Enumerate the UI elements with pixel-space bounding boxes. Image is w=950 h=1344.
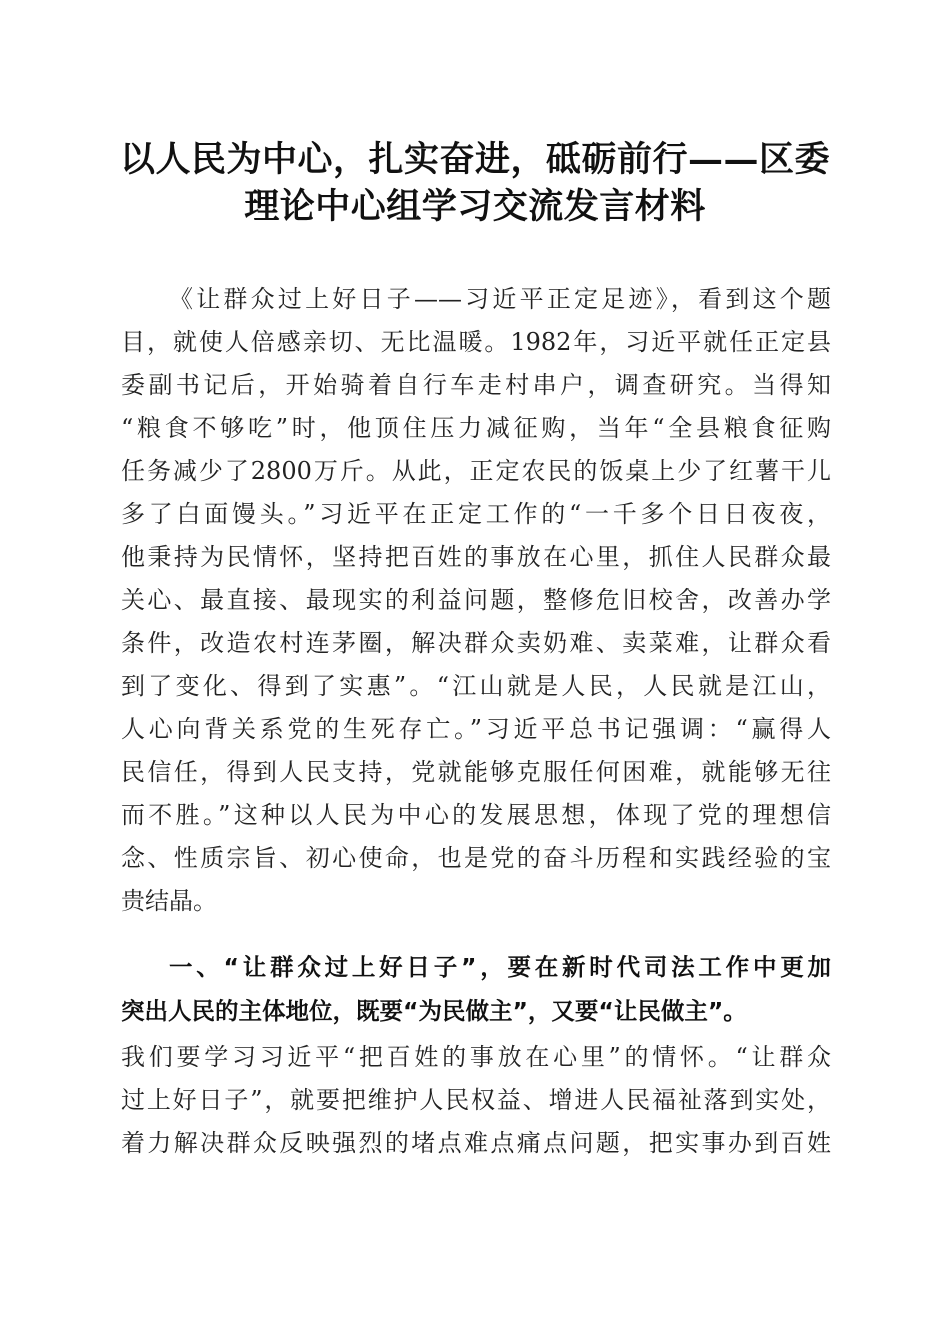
paragraph-line: 关心、最直接、最现实的利益问题，整修危旧校舍，改善办学 — [121, 586, 831, 614]
paragraph-line: 贵结晶。 — [121, 887, 217, 915]
paragraph-line: 《让群众过上好日子——习近平正定足迹》，看到这个题 — [169, 285, 831, 313]
title-line: 理论中心组学习交流发言材料 — [244, 186, 706, 227]
paragraph-line: 着力解决群众反映强烈的堵点难点痛点问题，把实事办到百姓 — [121, 1129, 831, 1157]
paragraph-line: 过上好日子”，就要把维护人民权益、增进人民福祉落到实处， — [121, 1086, 831, 1114]
paragraph-line: 我们要学习习近平“把百姓的事放在心里”的情怀。“让群众 — [121, 1043, 831, 1071]
paragraph-line: “粮食不够吃”时，他顶住压力减征购，当年“全县粮食征购 — [121, 414, 831, 442]
paragraph-line: 任务减少了2800万斤。从此，正定农民的饭桌上少了红薯干儿 — [121, 457, 831, 485]
paragraph-line: 委副书记后，开始骑着自行车走村串户，调查研究。当得知 — [121, 371, 831, 399]
paragraph-line: 民信任，得到人民支持，党就能够克服任何困难，就能够无往 — [121, 758, 831, 786]
paragraph-line: 而不胜。”这种以人民为中心的发展思想，体现了党的理想信 — [121, 801, 831, 829]
paragraph-line: 到了变化、得到了实惠”。“江山就是人民，人民就是江山， — [121, 672, 831, 700]
section-heading-line: 一、“让群众过上好日子”，要在新时代司法工作中更加 — [169, 953, 831, 981]
paragraph-line: 条件，改造农村连茅圈，解决群众卖奶难、卖菜难，让群众看 — [121, 629, 831, 657]
paragraph-line: 人心向背关系党的生死存亡。”习近平总书记强调：“赢得人 — [121, 715, 831, 743]
paragraph-line: 目，就使人倍感亲切、无比温暖。1982年，习近平就任正定县 — [121, 328, 831, 356]
title-line: 以人民为中心，扎实奋进，砥砺前行——区委 — [119, 139, 830, 180]
section-heading-line: 突出人民的主体地位，既要“为民做主”，又要“让民做主”。 — [121, 997, 747, 1025]
paragraph-line: 多了白面馒头。”习近平在正定工作的“一千多个日日夜夜， — [121, 500, 831, 528]
document-title — [100, 136, 850, 230]
paragraph-line: 他秉持为民情怀，坚持把百姓的事放在心里，抓住人民群众最 — [121, 543, 831, 571]
paragraph-line: 念、性质宗旨、初心使命，也是党的奋斗历程和实践经验的宝 — [121, 844, 831, 872]
